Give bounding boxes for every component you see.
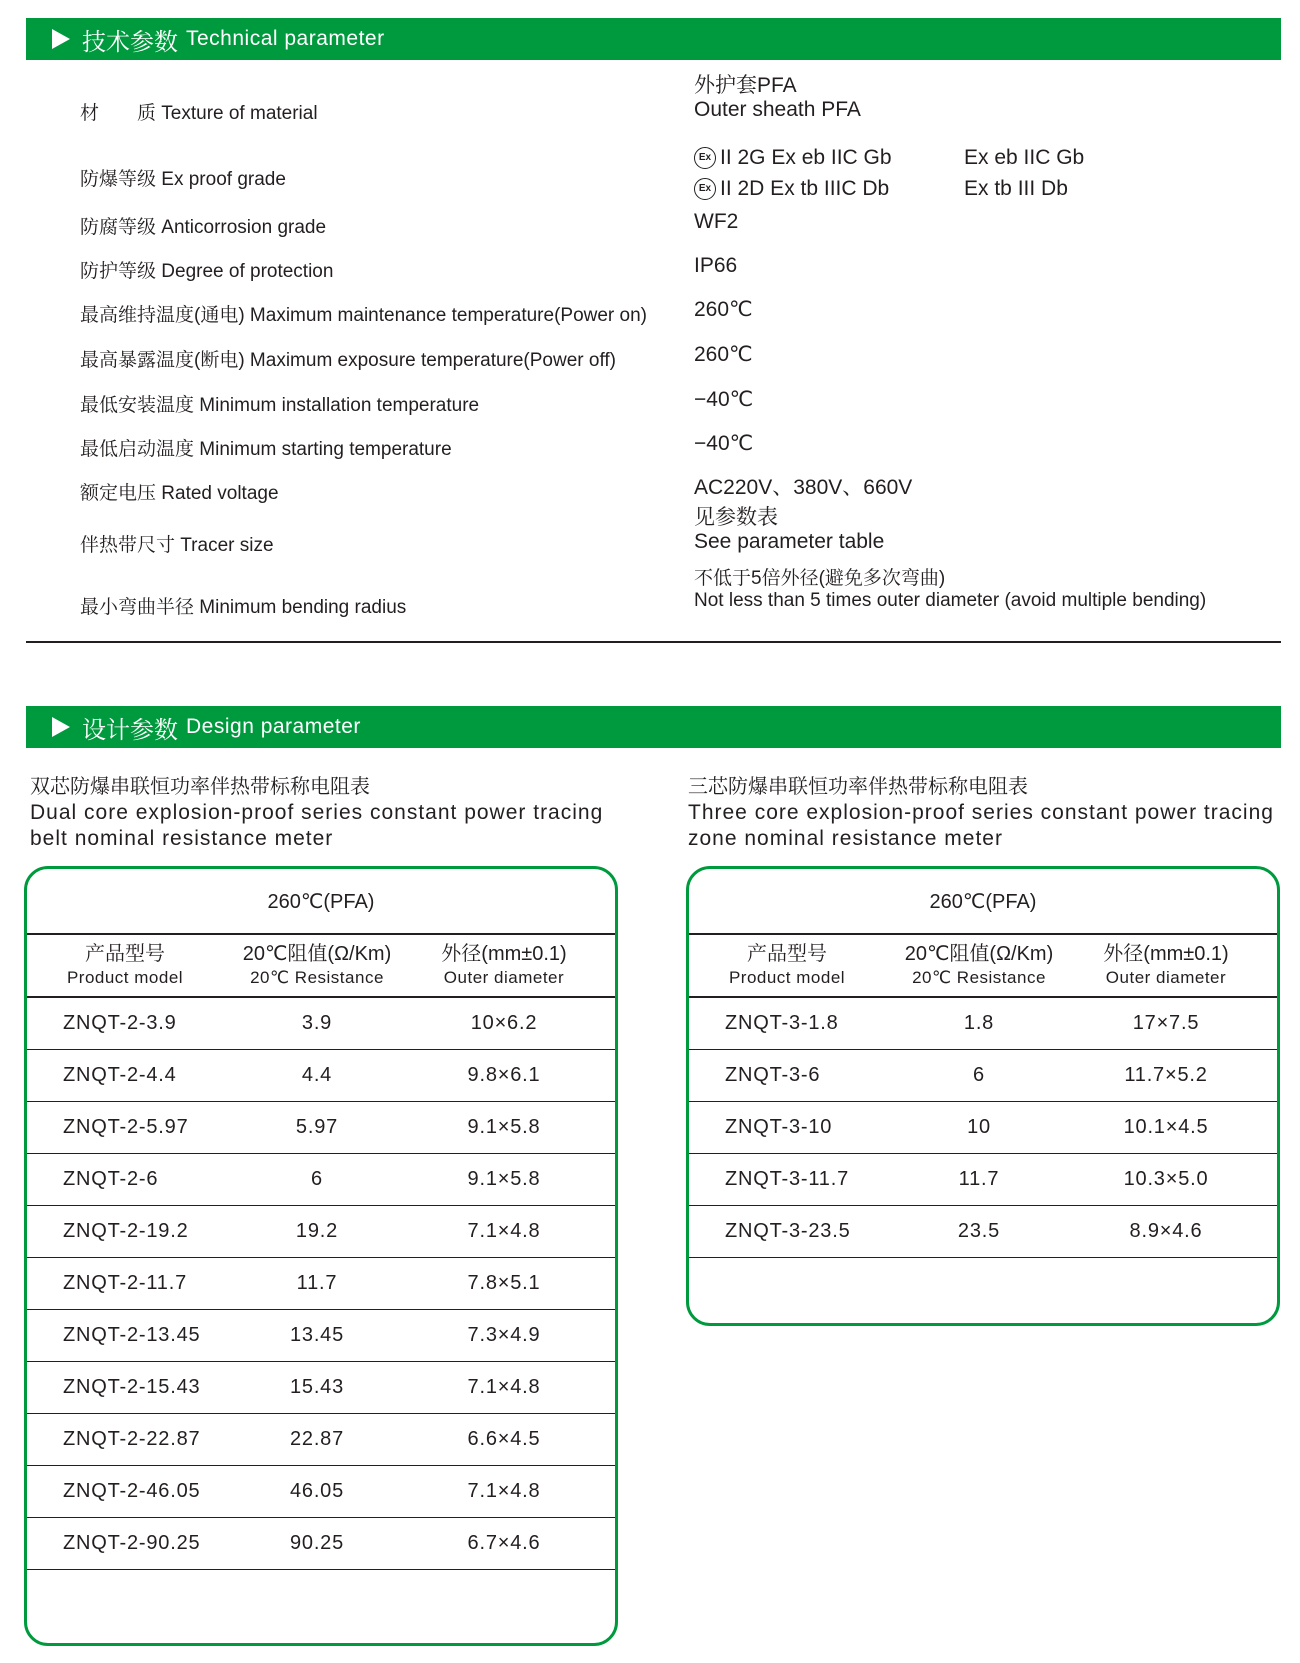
header-model: 产品型号 Product model — [66, 942, 184, 987]
resistance-cell: 15.43 — [289, 1376, 345, 1398]
section-title-zh: 设计参数 — [82, 716, 178, 744]
value-line: 外护套PFA — [694, 74, 797, 97]
section-title-en: Design parameter — [186, 715, 361, 738]
arrow-right-icon — [52, 29, 70, 49]
table-row — [689, 1154, 1277, 1206]
parameter-label: 防腐等级 Anticorrosion grade — [80, 217, 327, 238]
outer-diameter-cell: 9.1×5.8 — [467, 1168, 541, 1190]
resistance-cell: 11.7 — [296, 1272, 338, 1294]
product-model-cell: ZNQT-2-6 — [63, 1168, 159, 1190]
parameter-value — [694, 568, 1206, 612]
outer-diameter-cell: 8.9×4.6 — [1129, 1220, 1203, 1242]
parameter-value — [694, 476, 912, 500]
dual-core-resistance-table — [24, 866, 618, 1646]
resistance-cell: 23.5 — [957, 1220, 1001, 1242]
dual-table-title — [30, 774, 603, 852]
dual-title-en-1: Dual core explosion-proof series constant power tracing — [30, 801, 604, 824]
value-line: 不低于5倍外径(避免多次弯曲) — [694, 568, 946, 589]
header-diameter: 外径(mm±0.1) Outer diameter — [441, 942, 567, 987]
value-line: AC220V、380V、660V — [694, 476, 913, 499]
value-line: 260℃ — [694, 343, 753, 366]
outer-diameter-cell: 10×6.2 — [470, 1012, 538, 1034]
outer-diameter-cell: 10.1×4.5 — [1123, 1116, 1209, 1138]
resistance-cell: 22.87 — [289, 1428, 345, 1450]
parameter-label: 额定电压 Rated voltage — [80, 483, 279, 504]
section-title-zh: 技术参数 — [82, 28, 178, 56]
value-line: See parameter table — [694, 530, 885, 553]
resistance-cell: 19.2 — [295, 1220, 339, 1242]
product-model-cell: ZNQT-2-19.2 — [63, 1220, 189, 1242]
product-model-cell: ZNQT-3-23.5 — [725, 1220, 851, 1242]
outer-diameter-cell: 17×7.5 — [1132, 1012, 1200, 1034]
product-model-cell: ZNQT-2-3.9 — [63, 1012, 177, 1034]
resistance-cell: 3.9 — [301, 1012, 333, 1034]
section-title-en: Technical parameter — [186, 27, 385, 50]
resistance-cell: 6 — [973, 1064, 985, 1086]
table-row — [27, 1050, 615, 1102]
table-row — [27, 1206, 615, 1258]
divider — [26, 641, 1281, 643]
ex-mark-icon: Ex — [694, 178, 716, 200]
table-row — [27, 1466, 615, 1518]
header-diameter: 外径(mm±0.1) Outer diameter — [1103, 942, 1229, 987]
table-caption: 260℃(PFA) — [689, 869, 1277, 935]
outer-diameter-cell: 10.3×5.0 — [1123, 1168, 1209, 1190]
product-model-cell: ZNQT-3-1.8 — [725, 1012, 839, 1034]
technical-section-header — [26, 18, 1281, 60]
value-line: Not less than 5 times outer diameter (avoid multiple bending) — [694, 590, 1207, 611]
table-row — [27, 1258, 615, 1310]
outer-diameter-cell: 7.1×4.8 — [467, 1376, 541, 1398]
ex-grade-line — [694, 173, 1084, 204]
product-model-cell: ZNQT-3-10 — [725, 1116, 833, 1138]
ex-grade-short: Ex eb IIC Gb — [964, 145, 1085, 169]
ex-grade-short: Ex tb III Db — [964, 176, 1068, 200]
ex-grade-code: II 2G Ex eb IIC Gb — [720, 145, 892, 169]
parameter-label: 材 质 Texture of material — [80, 103, 318, 124]
parameter-label: 防爆等级 Ex proof grade — [80, 169, 286, 190]
parameter-value — [694, 343, 753, 367]
table-row — [27, 1310, 615, 1362]
parameter-label: 防护等级 Degree of protection — [80, 261, 334, 282]
value-line: −40℃ — [694, 432, 754, 455]
parameter-label: 最高维持温度(通电) Maximum maintenance temperature(Power on) — [80, 305, 647, 326]
three-core-resistance-table — [686, 866, 1280, 1326]
table-row — [689, 998, 1277, 1050]
product-model-cell: ZNQT-2-11.7 — [63, 1272, 188, 1294]
table-header — [27, 935, 615, 998]
ex-mark-icon: Ex — [694, 147, 716, 169]
product-model-cell: ZNQT-2-13.45 — [63, 1324, 201, 1346]
outer-diameter-cell: 7.1×4.8 — [467, 1480, 541, 1502]
resistance-cell: 6 — [311, 1168, 323, 1190]
table-row — [689, 1206, 1277, 1258]
product-model-cell: ZNQT-3-11.7 — [725, 1168, 850, 1190]
header-resistance: 20℃阻值(Ω/Km) 20℃ Resistance — [904, 942, 1054, 987]
table-row — [27, 998, 615, 1050]
triple-title-en-2: zone nominal resistance meter — [688, 827, 1003, 850]
triple-table-title — [688, 774, 1274, 852]
parameter-label: 最高暴露温度(断电) Maximum exposure temperature(Power off) — [80, 350, 616, 371]
resistance-cell: 5.97 — [295, 1116, 339, 1138]
parameter-value — [694, 210, 738, 234]
table-row — [27, 1362, 615, 1414]
resistance-cell: 90.25 — [289, 1532, 345, 1554]
parameter-value — [694, 298, 753, 322]
outer-diameter-cell: 7.8×5.1 — [467, 1272, 541, 1294]
table-body — [689, 998, 1277, 1258]
outer-diameter-cell: 7.1×4.8 — [467, 1220, 541, 1242]
table-row — [689, 1102, 1277, 1154]
product-model-cell: ZNQT-2-15.43 — [63, 1376, 201, 1398]
parameter-label: 伴热带尺寸 Tracer size — [80, 535, 274, 556]
product-model-cell: ZNQT-3-6 — [725, 1064, 821, 1086]
dual-title-en-2: belt nominal resistance meter — [30, 827, 334, 850]
parameter-label: 最小弯曲半径 Minimum bending radius — [80, 597, 407, 618]
outer-diameter-cell: 11.7×5.2 — [1124, 1064, 1208, 1086]
outer-diameter-cell: 7.3×4.9 — [467, 1324, 541, 1346]
parameter-value — [694, 506, 884, 554]
product-model-cell: ZNQT-2-5.97 — [63, 1116, 189, 1138]
parameter-label: 最低安装温度 Minimum installation temperature — [80, 395, 480, 416]
table-row — [27, 1102, 615, 1154]
value-line: WF2 — [694, 210, 739, 233]
arrow-right-icon — [52, 717, 70, 737]
product-model-cell: ZNQT-2-22.87 — [63, 1428, 201, 1450]
outer-diameter-cell: 6.6×4.5 — [467, 1428, 541, 1450]
triple-title-zh: 三芯防爆串联恒功率伴热带标称电阻表 — [688, 776, 1028, 798]
table-row — [27, 1154, 615, 1206]
parameter-value — [694, 142, 1084, 204]
table-caption: 260℃(PFA) — [27, 869, 615, 935]
resistance-cell: 11.7 — [958, 1168, 1000, 1190]
product-model-cell: ZNQT-2-46.05 — [63, 1480, 201, 1502]
triple-title-en-1: Three core explosion-proof series constant power tracing — [688, 801, 1274, 824]
product-model-cell: ZNQT-2-90.25 — [63, 1532, 201, 1554]
resistance-cell: 4.4 — [301, 1064, 333, 1086]
parameter-value — [694, 254, 737, 278]
value-line: Outer sheath PFA — [694, 98, 861, 121]
table-row — [27, 1414, 615, 1466]
value-line: −40℃ — [694, 388, 754, 411]
ex-grade-code: II 2D Ex tb IIIC Db — [720, 176, 890, 200]
table-row — [689, 1050, 1277, 1102]
table-row — [27, 1518, 615, 1570]
parameter-label: 最低启动温度 Minimum starting temperature — [80, 439, 452, 460]
value-line: IP66 — [694, 254, 738, 277]
header-model: 产品型号 Product model — [728, 942, 846, 987]
parameter-value — [694, 432, 753, 456]
product-model-cell: ZNQT-2-4.4 — [63, 1064, 177, 1086]
dual-title-zh: 双芯防爆串联恒功率伴热带标称电阻表 — [30, 776, 370, 798]
header-resistance: 20℃阻值(Ω/Km) 20℃ Resistance — [242, 942, 392, 987]
value-line: 见参数表 — [694, 506, 778, 529]
table-header — [689, 935, 1277, 998]
outer-diameter-cell: 9.8×6.1 — [467, 1064, 541, 1086]
parameter-value — [694, 388, 753, 412]
ex-grade-line — [694, 142, 1084, 173]
resistance-cell: 46.05 — [289, 1480, 345, 1502]
outer-diameter-cell: 6.7×4.6 — [467, 1532, 541, 1554]
resistance-cell: 1.8 — [963, 1012, 995, 1034]
parameter-value — [694, 74, 861, 122]
outer-diameter-cell: 9.1×5.8 — [467, 1116, 541, 1138]
resistance-cell: 13.45 — [289, 1324, 345, 1346]
table-body — [27, 998, 615, 1570]
resistance-cell: 10 — [967, 1116, 991, 1138]
value-line: 260℃ — [694, 298, 753, 321]
design-section-header — [26, 706, 1281, 748]
